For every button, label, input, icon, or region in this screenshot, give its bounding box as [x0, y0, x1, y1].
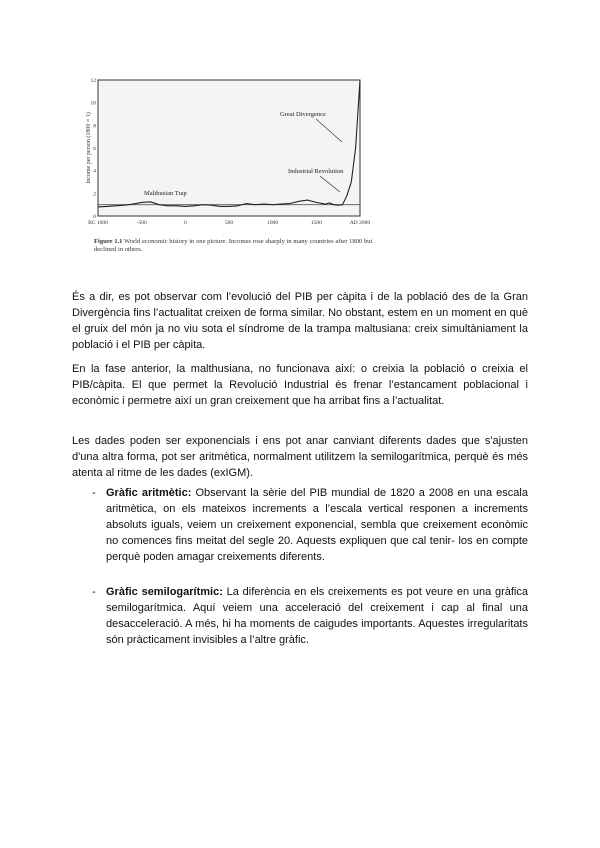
- paragraph-2: En la fase anterior, la malthusiana, no funcionava així: o creixia la població o creixia el PIB/càpita. El que permet la Revolució Industrial és frenar l’estancament poblacional i econòmic i permetre així un gran creixement que ha arribat fins a l’actualitat.: [72, 363, 528, 407]
- income-chart: [84, 76, 374, 236]
- malthusian-trap-label: Malthusian Trap: [144, 190, 187, 197]
- y-tick-label: 12: [90, 78, 96, 84]
- caption-text: World economic history in one picture. Incomes rose sharply in many countries after 1800 but declined in others.: [94, 238, 373, 253]
- x-tick-label: BC 1000: [88, 220, 108, 226]
- bullet-body: La diferència en els creixements es pot veure en una gràfica semilogarítmica. Aquí veiem una acceleració del creixement i cap al final una desacceleració. A més, hi ha moments de caigudes importants. Aquestes irregularitats són pràcticament invisibles a l’altre gràfic.: [106, 586, 528, 646]
- caption-label: Figure 1.1: [94, 238, 123, 245]
- y-tick-label: 0: [93, 214, 96, 220]
- bullet-dash: -: [92, 487, 96, 499]
- bullet-text: [106, 584, 528, 648]
- paragraph-3: Les dades poden ser exponencials i ens pot anar canviant diferents dades que s'ajusten d'una altra forma, pot ser aritmètica, normalment utilitzem la semilogarítmica, perquè és més atenta al ritme de les dades (exIGM).: [72, 435, 528, 479]
- economic-history-figure: [84, 76, 374, 258]
- paragraph-1: És a dir, es pot observar com l’evolució del PIB per càpita i de la població des de la Gran Divergència fins l’actualitat creixen de forma similar. No obstant, estem en un moment en què el gruix del món ja no viu sota el síndrome de la trampa maltusiana: creix simultàniament la població i el PIB per càpita.: [72, 291, 528, 351]
- x-ticks: [88, 220, 370, 226]
- x-tick-label: 1000: [267, 220, 279, 226]
- y-tick-label: 6: [93, 146, 96, 152]
- x-tick-label: 1500: [310, 220, 322, 226]
- bullet-dash: -: [92, 586, 96, 598]
- bullet-title: Gràfic aritmètic:: [106, 487, 192, 499]
- y-tick-label: 8: [93, 123, 96, 130]
- x-tick-label: AD 2000: [349, 220, 371, 226]
- bullet-body: Observant la sèrie del PIB mundial de 1820 a 2008 en una escala aritmètica, on els mateixos increments a l’escala vertical responen a increments absoluts iguals, veiem un creixement exponencial, sembla que creixement econòmic no comences fins meitat del segle 20. Aquests expliquen que cal tenir- los en compte perquè poden amagar creixements diferents.: [106, 487, 528, 563]
- great-divergence-label: Great Divergence: [280, 111, 326, 118]
- plot-frame: [98, 80, 360, 216]
- y-tick-label: 10: [90, 100, 96, 107]
- x-tick-label: -500: [136, 220, 147, 226]
- y-axis-label: Income per person (1800 = 1): [86, 112, 92, 184]
- bullet-text: [106, 485, 528, 565]
- x-tick-label: 500: [224, 220, 234, 226]
- bullet-title: Gràfic semilogarítmic:: [106, 586, 223, 598]
- industrial-revolution-label: Industrial Revolution: [288, 168, 344, 175]
- figure-caption: [94, 238, 374, 254]
- x-tick-label: 0: [183, 220, 187, 226]
- y-tick-label: 2: [93, 191, 96, 198]
- y-tick-label: 4: [93, 168, 96, 175]
